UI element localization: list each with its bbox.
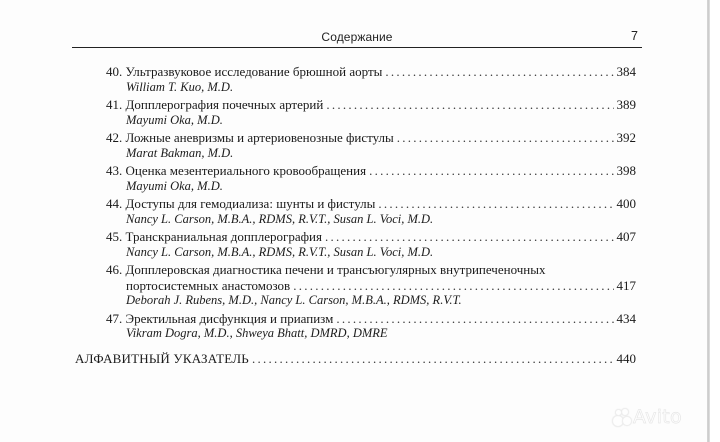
chapter-page: 400 [616, 196, 636, 211]
chapter-author: Nancy L. Carson, M.B.A., RDMS, R.V.T., Susan L. Voci, M.D. [126, 211, 434, 226]
running-title: Содержание [321, 30, 393, 44]
chapter-number: 43. [106, 163, 123, 178]
chapter-title: Доступы для гемодиализа: шунты и фистулы [125, 196, 376, 211]
toc-title-line [106, 130, 636, 146]
chapter-page: 398 [616, 163, 636, 178]
chapter-number: 46. [106, 262, 123, 277]
chapter-author: Mayumi Oka, M.D. [126, 178, 223, 193]
chapter-author: Nancy L. Carson, M.B.A., RDMS, R.V.T., Susan L. Voci, M.D. [126, 244, 434, 259]
chapter-number: 40. [106, 64, 123, 79]
index-page: 440 [616, 351, 636, 366]
chapter-number: 45. [106, 229, 123, 244]
chapter-author: Deborah J. Rubens, M.D., Nancy L. Carson, M.B.A., RDMS, R.V.T. [126, 293, 462, 307]
avito-logo-icon [612, 408, 632, 426]
toc-title-line [106, 64, 636, 80]
leader-dots [325, 229, 614, 245]
leader-dots [336, 311, 613, 327]
chapter-page: 434 [616, 310, 636, 326]
leader-dots [385, 64, 613, 80]
chapter-title: Ультразвуковое исследование брюшной аорты [125, 64, 383, 79]
chapter-author: Marat Bakman, M.D. [126, 145, 234, 160]
chapter-title: Ложные аневризмы и артериовенозные фистулы [125, 130, 394, 145]
chapter-page: 417 [616, 277, 636, 293]
chapter-title: Оценка мезентериального кровообращения [125, 163, 367, 178]
toc-entry-44 [106, 196, 636, 227]
page-number: 7 [631, 29, 638, 43]
toc-entry-41 [106, 97, 636, 128]
toc-entry-45 [106, 229, 636, 260]
chapter-page: 384 [616, 64, 636, 79]
chapter-author: Vikram Dogra, M.D., Shweya Bhatt, DMRD, DMRE [126, 326, 388, 340]
toc-entry-43 [106, 163, 636, 194]
toc-entry-40 [106, 64, 636, 95]
toc-title-line [106, 163, 636, 179]
toc-title-line [106, 196, 636, 212]
chapter-number: 41. [106, 97, 123, 112]
chapter-page: 389 [616, 97, 636, 112]
toc-entry-47 [106, 311, 636, 342]
toc-title-line [106, 262, 636, 278]
toc-entry-46 [106, 262, 636, 309]
leader-dots [369, 163, 613, 179]
chapter-number: 42. [106, 130, 123, 145]
chapter-title-continued: портосистемных анастомозов [126, 277, 291, 293]
toc-index-entry [75, 351, 636, 367]
chapter-number: 44. [106, 196, 123, 211]
chapter-title: Эректильная дисфункция и приапизм [125, 310, 334, 326]
toc-title-line [106, 229, 636, 245]
toc-entry-42 [106, 130, 636, 161]
chapter-author: William T. Kuo, M.D. [126, 79, 234, 94]
running-header [72, 29, 642, 48]
chapter-author: Mayumi Oka, M.D. [126, 112, 223, 127]
chapter-page: 407 [616, 229, 636, 244]
leader-dots [252, 351, 614, 367]
leader-dots [397, 130, 614, 146]
chapter-title: Транскраниальная допплерография [125, 229, 322, 244]
chapter-page: 392 [616, 130, 636, 145]
table-of-contents [106, 64, 636, 344]
index-title: АЛФАВИТНЫЙ УКАЗАТЕЛЬ [75, 351, 249, 366]
leader-dots [378, 196, 613, 212]
chapter-title: Допплеровская диагностика печени и трансъюгулярных внутрипеченочных [125, 262, 546, 277]
toc-title-line [106, 97, 636, 113]
leader-dots [293, 278, 613, 294]
toc-title-continuation [106, 278, 636, 294]
chapter-number: 47. [106, 310, 123, 326]
chapter-title: Допплерография почечных артерий [125, 97, 324, 112]
leader-dots [326, 97, 613, 113]
toc-title-line [106, 311, 636, 327]
avito-watermark [612, 406, 682, 428]
watermark-text: Avito [633, 406, 682, 428]
background-margin [710, 0, 720, 442]
